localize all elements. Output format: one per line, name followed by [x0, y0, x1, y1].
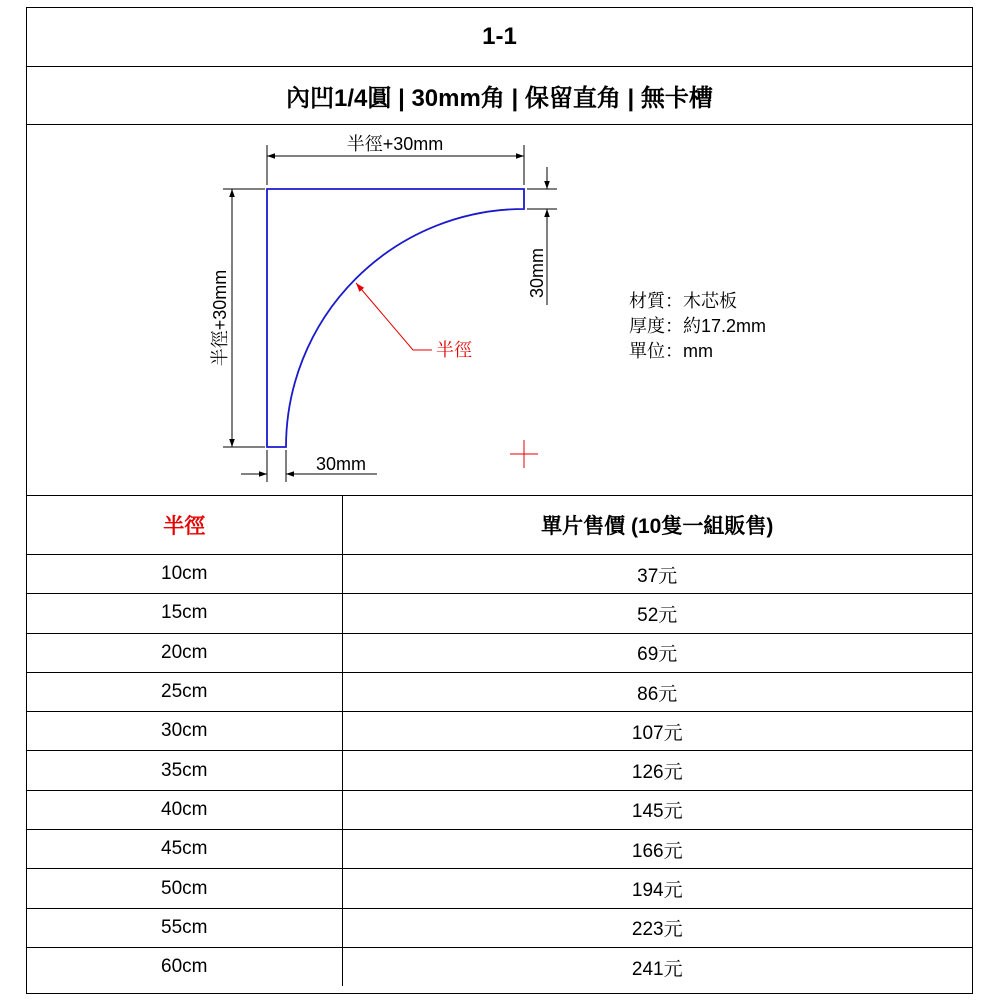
- center-cross-mark: [510, 440, 538, 468]
- header-radius: 半徑: [27, 496, 342, 555]
- title-text: 1-1: [482, 23, 517, 50]
- table-row: [27, 869, 972, 908]
- dim-top-label: 半徑+30mm: [346, 134, 444, 154]
- radius-cell: 40cm: [27, 790, 342, 829]
- dim-left-label: 半徑+30mm: [210, 269, 230, 367]
- radius-cell: 30cm: [27, 712, 342, 751]
- radius-cell: 60cm: [27, 947, 342, 986]
- table-row: [27, 555, 972, 594]
- table-row: [27, 672, 972, 711]
- radius-cell: 10cm: [27, 555, 342, 594]
- dim-bottom-label: 30mm: [316, 454, 367, 474]
- table-header-row: [27, 496, 972, 555]
- table-row: [27, 908, 972, 947]
- price-cell: 126元: [342, 751, 972, 790]
- price-cell: 194元: [342, 869, 972, 908]
- subtitle-text: 內凹1/4圓 | 30mm角 | 保留直角 | 無卡槽: [286, 85, 713, 112]
- price-cell: 166元: [342, 830, 972, 869]
- header-price: 單片售價 (10隻一組販售): [342, 496, 972, 555]
- price-cell: 241元: [342, 947, 972, 986]
- table-row: [27, 594, 972, 633]
- profile-drawing: [27, 125, 972, 496]
- radius-cell: 20cm: [27, 633, 342, 672]
- table-row: [27, 790, 972, 829]
- radius-cell: 45cm: [27, 830, 342, 869]
- dim-right-label: 30mm: [527, 247, 547, 299]
- page-title: [27, 8, 972, 67]
- price-cell: 69元: [342, 633, 972, 672]
- radius-cell: 15cm: [27, 594, 342, 633]
- table-row: [27, 633, 972, 672]
- table-row: [27, 830, 972, 869]
- price-cell: 86元: [342, 672, 972, 711]
- spec-notes: [629, 289, 766, 364]
- profile-svg: [27, 125, 972, 495]
- price-cell: 223元: [342, 908, 972, 947]
- radius-cell: 35cm: [27, 751, 342, 790]
- radius-pointer: [356, 283, 432, 350]
- radius-cell: 50cm: [27, 869, 342, 908]
- product-subtitle: [27, 67, 972, 125]
- price-cell: 107元: [342, 712, 972, 751]
- radius-cell: 25cm: [27, 672, 342, 711]
- radius-cell: 55cm: [27, 908, 342, 947]
- spec-thickness: 厚度：約17.2mm: [629, 316, 767, 336]
- spec-unit: 單位：mm: [629, 341, 713, 361]
- spec-sheet: [26, 7, 973, 994]
- radius-pointer-label: 半徑: [436, 340, 472, 360]
- price-cell: 37元: [342, 555, 972, 594]
- spec-material: 材質：木芯板: [629, 291, 737, 311]
- price-cell: 52元: [342, 594, 972, 633]
- price-table: [27, 496, 972, 986]
- table-row: [27, 712, 972, 751]
- table-row: [27, 947, 972, 986]
- profile-outline: [267, 189, 524, 447]
- price-cell: 145元: [342, 790, 972, 829]
- table-row: [27, 751, 972, 790]
